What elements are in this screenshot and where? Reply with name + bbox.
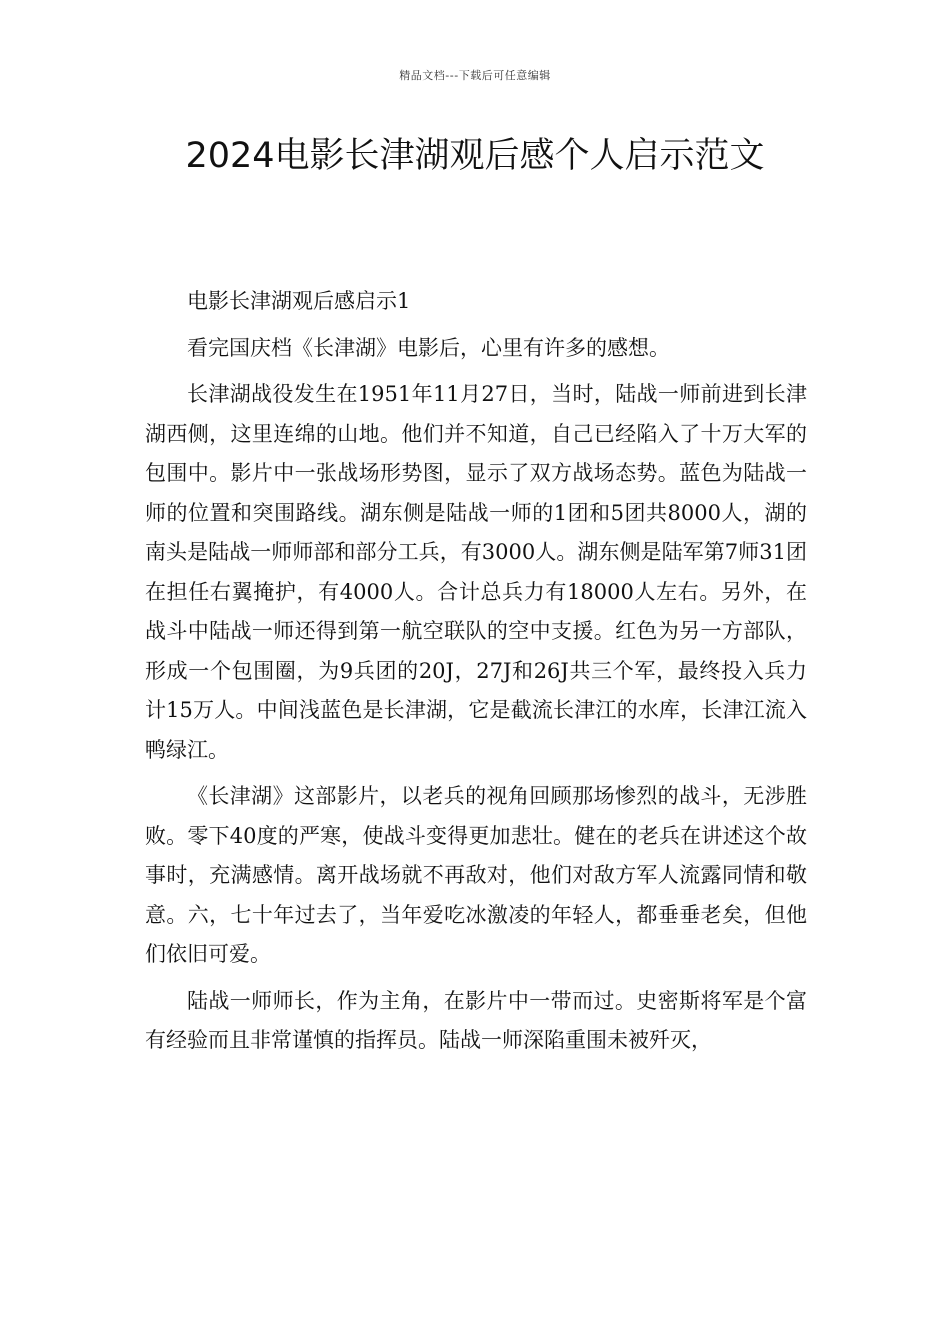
- paragraph: 《长津湖》这部影片，以老兵的视角回顾那场惨烈的战斗，无涉胜败。零下40度的严寒，使战斗变得更加悲壮。健在的老兵在讲述这个故事时，充满感情。离开战场就不再敌对，他们对敌方军人流露同情和敬意。六，七十年过去了，当年爱吃冰激凌的年轻人，都垂垂老矣，但他们依旧可爱。: [145, 784, 807, 966]
- header-note: 精品文档---下载后可任意编辑: [399, 69, 551, 82]
- paragraph: 长津湖战役发生在1951年11月27日，当时，陆战一师前进到长津湖西侧，这里连绵的山地。他们并不知道，自己已经陷入了十万大军的包围中。影片中一张战场形势图，显示了双方战场态势。蓝色为陆战一师的位置和突围路线。湖东侧是陆战一师的1团和5团共8000人，湖的南头是陆战一师师部和部分工兵，有3000人。湖东侧是陆军第7师31团在担任右翼掩护，有4000人。合计总兵力有18000人左右。另外，在战斗中陆战一师还得到第一航空联队的空中支援。红色为另一方部队，形成一个包围圈，为9兵团的20J，27J和26J共三个军，最终投入兵力计15万人。中间浅蓝色是长津湖，它是截流长津江的水库，长津江流入鸭绿江。: [145, 382, 807, 762]
- paragraph: 看完国庆档《长津湖》电影后，心里有许多的感想。: [187, 335, 670, 360]
- section-heading: 电影长津湖观后感启示1: [187, 289, 411, 313]
- document-body: [145, 282, 807, 1068]
- paragraph: 陆战一师师长，作为主角，在影片中一带而过。史密斯将军是个富有经验而且非常谨慎的指挥员。陆战一师深陷重围未被歼灭，: [145, 988, 807, 1052]
- document-title: 2024电影长津湖观后感个人启示范文: [185, 136, 765, 176]
